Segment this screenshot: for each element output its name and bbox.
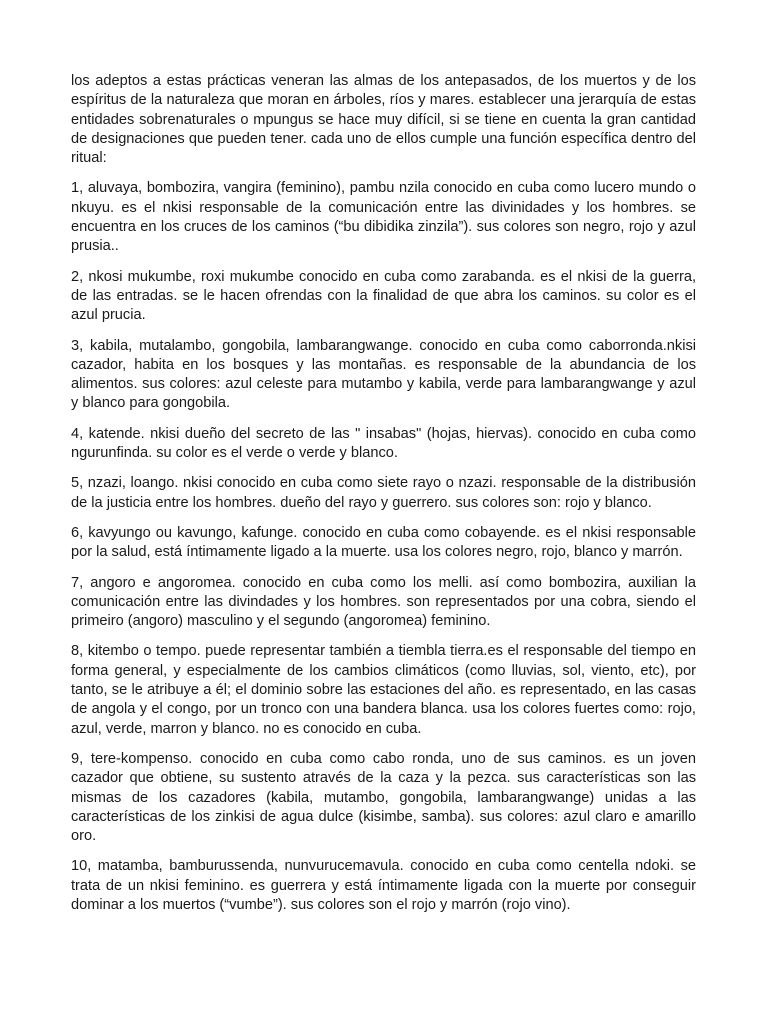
paragraph-item-10: 10, matamba, bamburussenda, nunvurucemavula. conocido en cuba como centella ndoki. se trata de un nkisi feminino. es guerrera y está íntimamente ligada con la muerte por conseguir dominar a los muertos (“vumbe”). sus colores son el rojo y marrón (rojo vino). bbox=[71, 858, 696, 913]
paragraph-item-6: 6, kavyungo ou kavungo, kafunge. conocido en cuba como cobayende. es el nkisi responsable por la salud, está íntimamente ligado a la muerte. usa los colores negro, rojo, blanco y marrón. bbox=[71, 524, 696, 561]
paragraph-item-7: 7, angoro e angoromea. conocido en cuba como los melli. así como bombozira, auxilian la comunicación entre las divindades y los hombres. son representados por una cobra, siendo el primeiro (angoro) masculino y el segundo (angoromea) feminino. bbox=[71, 574, 696, 630]
document-page bbox=[71, 72, 696, 926]
paragraph-item-8: 8, kitembo o tempo. puede representar también a tiembla tierra.es el responsable del tiempo en forma general, y especialmente de los cambios climáticos (como lluvias, sol, viento, etc), por tanto, se le atribuye a él; el dominio sobre las estaciones del año. es representado, en las casas de angola y el congo, por un tronco con una bandera blanca. usa los colores fuertes como: rojo, azul, verde, marron y blanco. no es conocido en cuba. bbox=[71, 643, 696, 737]
paragraph-item-3: 3, kabila, mutalambo, gongobila, lambarangwange. conocido en cuba como caborronda.nkisi cazador, habita en los bosques y las montañas. es responsable de la abundancia de los alimentos. sus colores: azul celeste para mutambo y kabila, verde para lambarangwange y azul y blanco para gongobila. bbox=[71, 337, 696, 412]
paragraph-item-4: 4, katende. nkisi dueño del secreto de las " insabas" (hojas, hiervas). conocido en cuba como ngurunfinda. su color es el verde o verde y blanco. bbox=[71, 425, 696, 462]
paragraph-item-5: 5, nzazi, loango. nkisi conocido en cuba como siete rayo o nzazi. responsable de la distribusión de la justicia entre los hombres. dueño del rayo y guerrero. sus colores son: rojo y blanco. bbox=[71, 475, 696, 511]
paragraph-item-9: 9, tere-kompenso. conocido en cuba como cabo ronda, uno de sus caminos. es un joven cazador que obtiene, su sustento através de la caza y la pezca. sus características son las mismas de los cazadores (kabila, mutambo, gongobila, lambarangwange) unidas a las características de los zinkisi de agua dulce (kisimbe, samba). sus colores: azul claro e amarillo oro. bbox=[71, 750, 696, 845]
paragraph-item-1: 1, aluvaya, bombozira, vangira (feminino), pambu nzila conocido en cuba como lucero mundo o nkuyu. es el nkisi responsable de la comunicación entre las divinidades y los hombres. se encuentra en los cruces de los caminos (“bu dibidika zinzila”). sus colores son negro, rojo y azul prusia.. bbox=[71, 180, 696, 255]
paragraph-item-2: 2, nkosi mukumbe, roxi mukumbe conocido en cuba como zarabanda. es el nkisi de la guerra, de las entradas. se le hacen ofrendas con la finalidad de que abra los caminos. su color es el azul prucia. bbox=[71, 268, 696, 324]
paragraph-intro: los adeptos a estas prácticas veneran las almas de los antepasados, de los muertos y de los espíritus de la naturaleza que moran en árboles, ríos y mares. establecer una jerarquía de estas entidades sobrenaturales o mpungus se hace muy difícil, si se tiene en cuenta la gran cantidad de designaciones que pueden tener. cada uno de ellos cumple una función específica dentro del ritual: bbox=[71, 73, 696, 167]
